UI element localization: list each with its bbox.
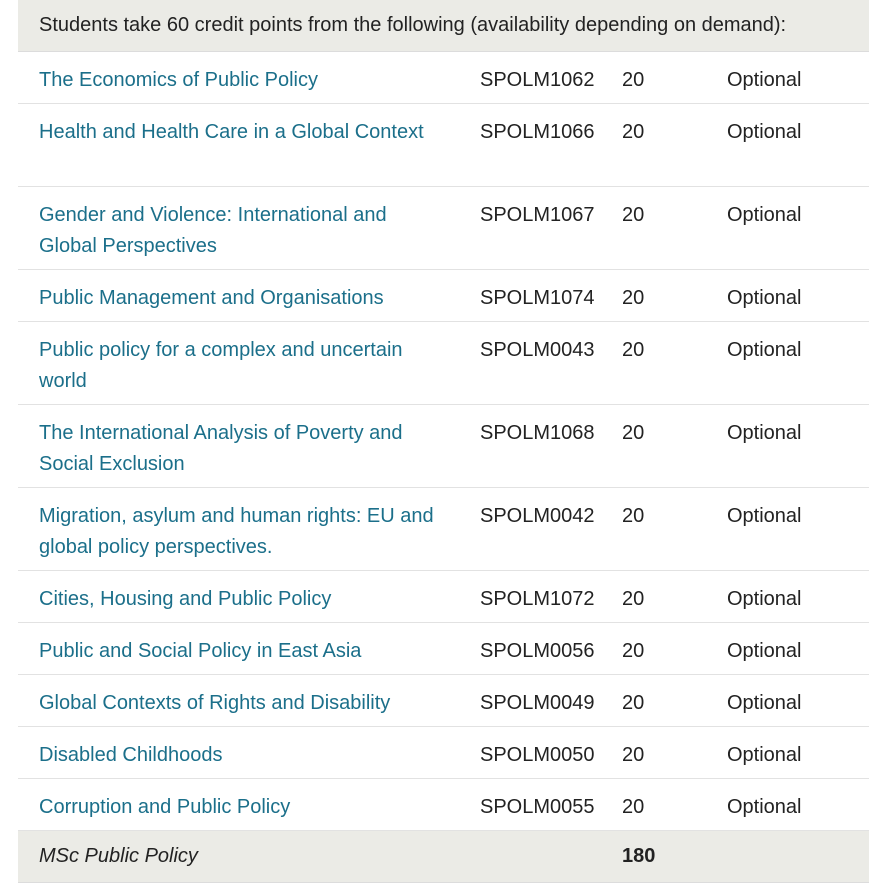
unit-code: SPOLM1067: [480, 204, 595, 226]
table-row: [18, 52, 869, 104]
unit-title-link[interactable]: The Economics of Public Policy: [39, 69, 319, 91]
table-row: [18, 187, 869, 270]
unit-credits: 20: [622, 69, 645, 91]
unit-credits: 20: [622, 796, 645, 818]
unit-title-link[interactable]: Gender and Violence: International and Global Perspectives: [39, 204, 387, 257]
unit-status: Optional: [727, 640, 802, 662]
unit-credits: 20: [622, 744, 645, 766]
course-units-table: [18, 0, 869, 883]
unit-credits: 20: [622, 692, 645, 714]
unit-status: Optional: [727, 204, 802, 226]
table-row: [18, 488, 869, 571]
table-row: [18, 779, 869, 831]
total-credits: 180: [622, 845, 656, 867]
table-total-row: [18, 831, 869, 883]
table-intro-row: [18, 0, 869, 52]
unit-credits: 20: [622, 121, 645, 143]
unit-credits: 20: [622, 339, 645, 361]
table-row: [18, 322, 869, 405]
unit-credits: 20: [622, 640, 645, 662]
unit-code: SPOLM1074: [480, 287, 595, 309]
unit-title-link[interactable]: Disabled Childhoods: [39, 744, 223, 766]
table-row: [18, 675, 869, 727]
unit-credits: 20: [622, 287, 645, 309]
unit-code: SPOLM1062: [480, 69, 595, 91]
unit-status: Optional: [727, 339, 802, 361]
unit-code: SPOLM1072: [480, 588, 595, 610]
unit-status: Optional: [727, 588, 802, 610]
unit-code: SPOLM0043: [480, 339, 595, 361]
programme-name: MSc Public Policy: [39, 845, 198, 867]
unit-title-link[interactable]: Public Management and Organisations: [39, 287, 384, 309]
unit-title-link[interactable]: The International Analysis of Poverty and Social Exclusion: [39, 422, 403, 475]
unit-status: Optional: [727, 287, 802, 309]
table-row: [18, 571, 869, 623]
unit-code: SPOLM0050: [480, 744, 595, 766]
unit-status: Optional: [727, 692, 802, 714]
unit-status: Optional: [727, 796, 802, 818]
unit-title-link[interactable]: Public and Social Policy in East Asia: [39, 640, 362, 662]
table-row: [18, 405, 869, 488]
unit-title-link[interactable]: Corruption and Public Policy: [39, 796, 291, 818]
unit-status: Optional: [727, 422, 802, 444]
unit-status: Optional: [727, 69, 802, 91]
unit-code: SPOLM1068: [480, 422, 595, 444]
table-row: [18, 270, 869, 322]
unit-title-link[interactable]: Health and Health Care in a Global Context: [39, 121, 424, 143]
unit-status: Optional: [727, 744, 802, 766]
table-row: [18, 727, 869, 779]
unit-code: SPOLM0049: [480, 692, 595, 714]
unit-credits: 20: [622, 204, 645, 226]
unit-credits: 20: [622, 422, 645, 444]
unit-code: SPOLM1066: [480, 121, 595, 143]
unit-title-link[interactable]: Migration, asylum and human rights: EU and global policy perspectives.: [39, 505, 434, 558]
unit-code: SPOLM0042: [480, 505, 595, 527]
table-intro-text: Students take 60 credit points from the following (availability depending on demand):: [39, 14, 787, 36]
unit-title-link[interactable]: Public policy for a complex and uncertain world: [39, 339, 403, 392]
unit-code: SPOLM0056: [480, 640, 595, 662]
unit-title-link[interactable]: Global Contexts of Rights and Disability: [39, 692, 391, 714]
table-row: [18, 623, 869, 675]
unit-status: Optional: [727, 505, 802, 527]
unit-credits: 20: [622, 588, 645, 610]
unit-credits: 20: [622, 505, 645, 527]
unit-code: SPOLM0055: [480, 796, 595, 818]
table-row: [18, 104, 869, 187]
unit-status: Optional: [727, 121, 802, 143]
unit-title-link[interactable]: Cities, Housing and Public Policy: [39, 588, 332, 610]
